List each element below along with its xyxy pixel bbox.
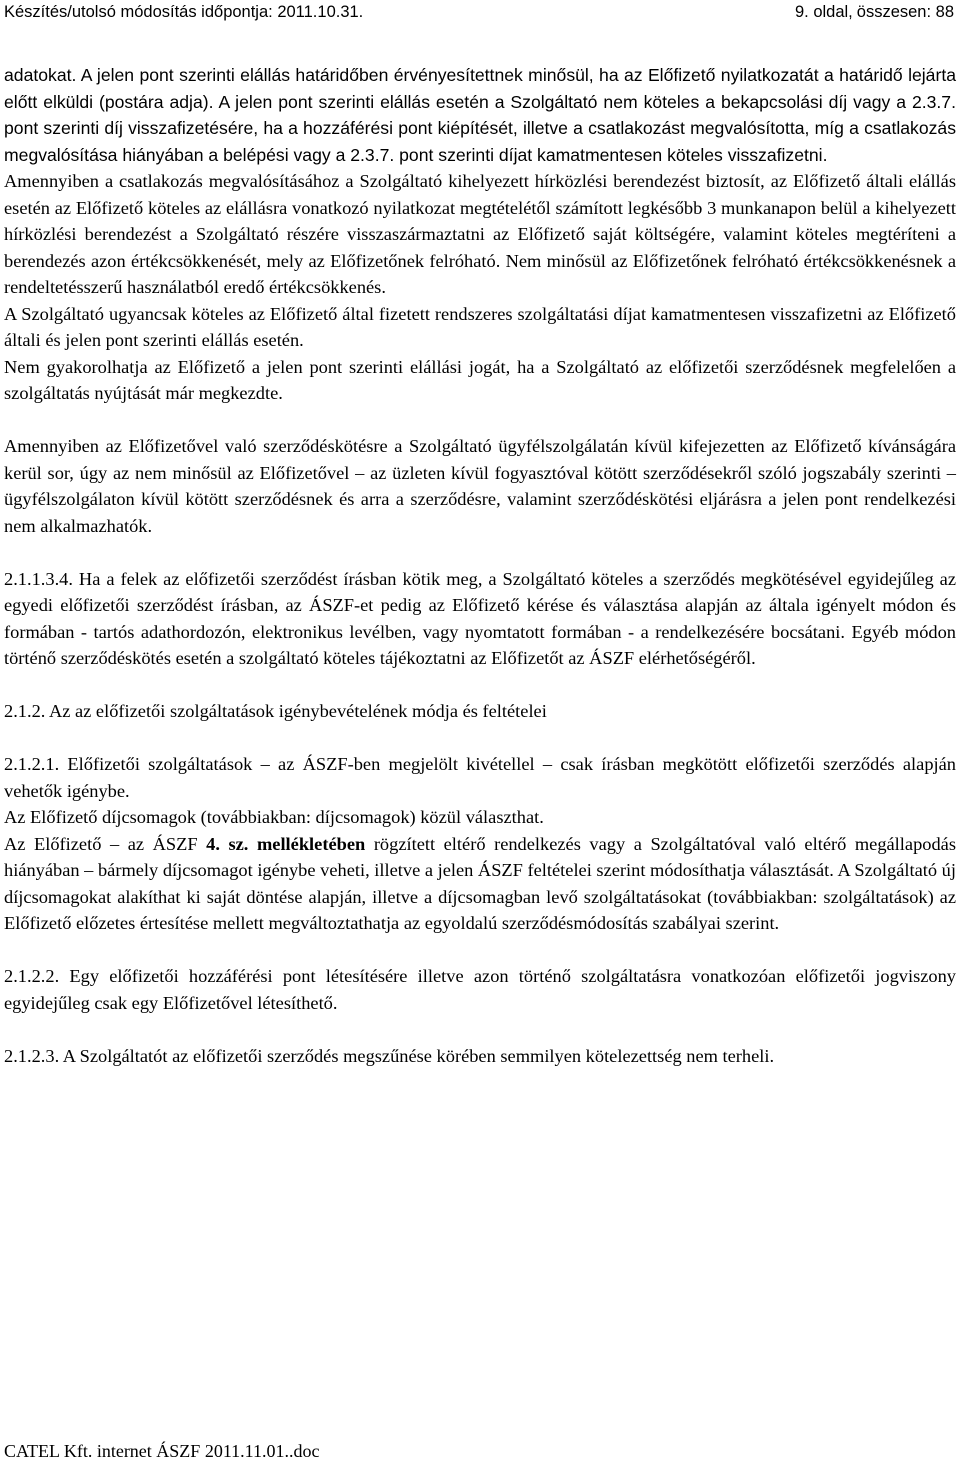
page-header	[4, 0, 954, 24]
page-footer: CATEL Kft. internet ÁSZF 2011.11.01..doc	[4, 1441, 320, 1461]
paragraph-2-1-1-3-4: 2.1.1.3.4. Ha a felek az előfizetői szerződést írásban kötik meg, a Szolgáltató köteles a szerződés megkötésével egyidejűleg az egyedi előfizetői szerződést írásban, az ÁSZF-et pedig az Előfizető kérése és választása alapján az általa igényelt módon és formában - tartós adathordozón, elektronikus levélben, vagy nyomtatott formában - a rendelkezésére bocsátani. Egyéb módon történő szerződéskötés esetén a szolgáltató köteles tájékoztatni az Előfizetőt az ÁSZF elérhetőségéről.	[4, 568, 956, 668]
annex-reference: 4. sz. mellékletében	[206, 833, 366, 854]
paragraph-withdrawal-deadline: adatokat. A jelen pont szerinti elállás határidőben érvényesítettnek minősül, ha az Előfizető nyilatkozatát a határidő lejárta előtt elküldi (postára adja). A jelen pont szerinti elállás esetén a Szolgáltató nem köteles a bekapcsolási díj vagy a 2.3.7. pont szerinti díj visszafizetésére, ha a hozzáférési pont kiépítését, illetve a csatlakozást megvalósította, míg a csatlakozás megvalósítása hiányában a belépési vagy a 2.3.7. pont szerinti díjat kamatmentesen köteles visszafizetni.	[4, 65, 956, 165]
page-counter	[795, 0, 954, 24]
section-heading-2-1-2: 2.1.2. Az az előfizetői szolgáltatások igénybevételének módja és feltételei	[4, 701, 547, 721]
paragraph-fee-refund: A Szolgáltató ugyancsak köteles az Előfizető által fizetett rendszeres szolgáltatási díjat kamatmentesen visszafizetni az Előfizető általi és jelen pont szerinti elállás esetén.	[4, 303, 956, 350]
paragraph-withdrawal-exclusion: Nem gyakorolhatja az Előfizető a jelen pont szerinti elállási jogát, ha a Szolgáltató az előfizetői szerződésnek megfelelően a szolgáltatás nyújtását már megkezdte.	[4, 356, 956, 403]
paragraph-equipment-return: Amennyiben a csatlakozás megvalósításához a Szolgáltató kihelyezett hírközlési berendezést biztosít, az Előfizető általi elállás esetén az Előfizető köteles az elállásra vonatkozó nyilatkozat megtételétől számított legkésőbb 3 munkanapon belül a kihelyezett hírközlési berendezést a Szolgáltató részére visszaszármaztatni az Előfizető saját költségére, valamint köteles megtéríteni a berendezés azon értékcsökkenését, mely az Előfizetőnek felróható. Nem minősül az Előfizetőnek felróható értékcsökkenésnek a rendeltetésszerű használatból eredő értékcsökkenés.	[4, 171, 956, 297]
document-date: Készítés/utolsó módosítás időpontja: 2011.10.31.	[4, 3, 364, 21]
paragraph-package-choice: Az Előfizető díjcsomagok (továbbiakban: díjcsomagok) közül választhat.	[4, 807, 544, 827]
paragraph-2-1-2-2: 2.1.2.2. Egy előfizetői hozzáférési pont létesítésére illetve azon történő szolgáltatásra vonatkozóan előfizetői jogviszony egyidejűleg csak egy Előfizetővel létesíthető.	[4, 966, 956, 1013]
paragraph-package-change	[4, 831, 956, 937]
paragraph-2-1-2-1: 2.1.2.1. Előfizetői szolgáltatások – az ÁSZF-ben megjelölt kivétellel – csak írásban megkötött előfizetői szerződés alapján vehetők igénybe.	[4, 754, 956, 801]
document-body	[4, 62, 956, 1069]
package-change-lead: Az Előfizető – az ÁSZF	[4, 833, 198, 854]
paragraph-offsite-contract: Amennyiben az Előfizetővel való szerződéskötésre a Szolgáltató ügyfélszolgálatán kívül kifejezetten az Előfizető kívánságára kerül sor, úgy az nem minősül az Előfizetővel – az üzleten kívül fogyasztóval kötött szerződésekről szóló jogszabály szerinti – ügyfélszolgálaton kívül kötött szerződésnek és arra a szerződésre, valamint szerződéskötési eljárásra a jelen pont rendelkezési nem alkalmazhatók.	[4, 436, 956, 536]
paragraph-2-1-2-3: 2.1.2.3. A Szolgáltatót az előfizetői szerződés megszűnése körében semmilyen kötelezettség nem terheli.	[4, 1045, 775, 1066]
page-total: összesen: 88	[856, 3, 954, 21]
package-change-rest: rögzített eltérő rendelkezés vagy a Szolgáltatóval való eltérő megállapodás hiányában – bármely díjcsomagot igénybe veheti, illetve a jelen ÁSZF feltételei szerint módosíthatja választását. A Szolgáltató új díjcsomagokat alakíthat ki saját döntése alapján, illetve a díjcsomagban levő szolgáltatásokat (továbbiakban: szolgáltatások) az Előfizető előzetes értesítése mellett megváltoztathatja az egyoldalú szerződésmódosítás szabályai szerint.	[4, 833, 956, 933]
page-number: 9. oldal,	[794, 3, 853, 21]
